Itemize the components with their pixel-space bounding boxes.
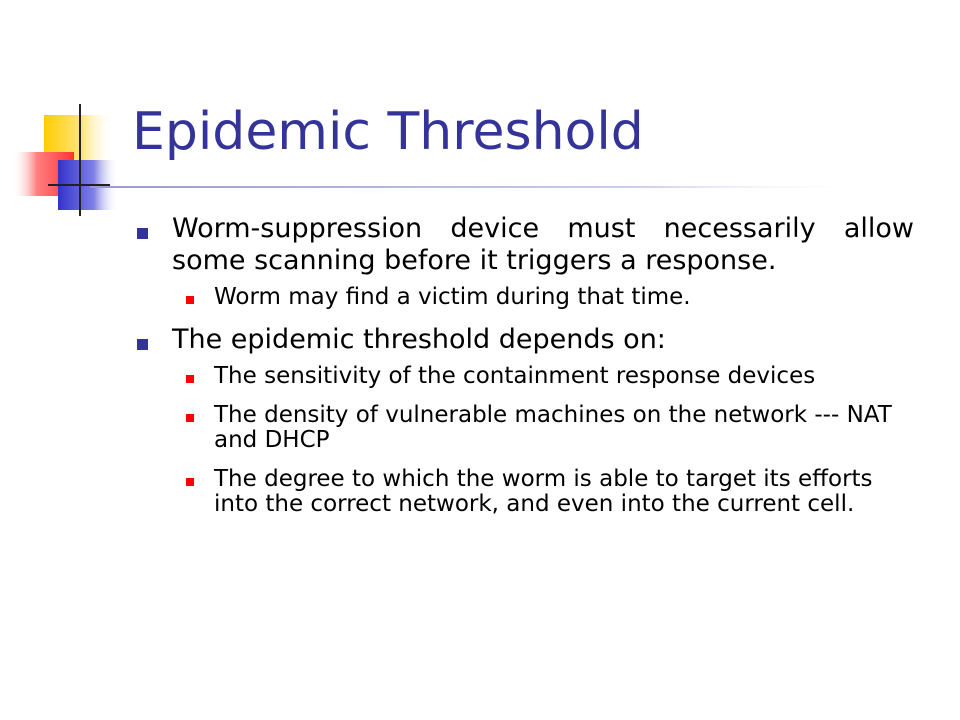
bullet-text: The epidemic threshold depends on: [172, 324, 666, 355]
square-bullet-icon [186, 414, 194, 422]
title-underline-rule [90, 186, 870, 188]
sub-bullet-text: The degree to which the worm is able to target its efforts into the correct network, and even into the current cell. [214, 466, 873, 517]
sub-bullet-text: The density of vulnerable machines on the network --- NAT and DHCP [214, 402, 892, 453]
bullet-text: Worm-suppression device must necessarily allow some scanning before it triggers a response. [172, 213, 914, 276]
sub-bullet-text: The sensitivity of the containment response devices [214, 363, 816, 389]
bullet-list [134, 213, 914, 531]
sub-bullet-item [172, 285, 914, 310]
slide-title: Epidemic Threshold [132, 102, 644, 162]
square-bullet-icon [137, 228, 148, 239]
square-bullet-icon [186, 375, 194, 383]
sub-bullet-item [172, 467, 914, 517]
sub-bullet-list [172, 285, 914, 310]
square-bullet-icon [137, 339, 148, 350]
square-bullet-icon [186, 296, 194, 304]
sub-bullet-item [172, 364, 914, 389]
sub-bullet-list [172, 364, 914, 517]
sub-bullet-text: Worm may find a victim during that time. [214, 284, 691, 310]
bullet-item-1 [134, 213, 914, 310]
bullet-item-2 [134, 324, 914, 517]
sub-bullet-item [172, 403, 914, 453]
square-bullet-icon [186, 478, 194, 486]
